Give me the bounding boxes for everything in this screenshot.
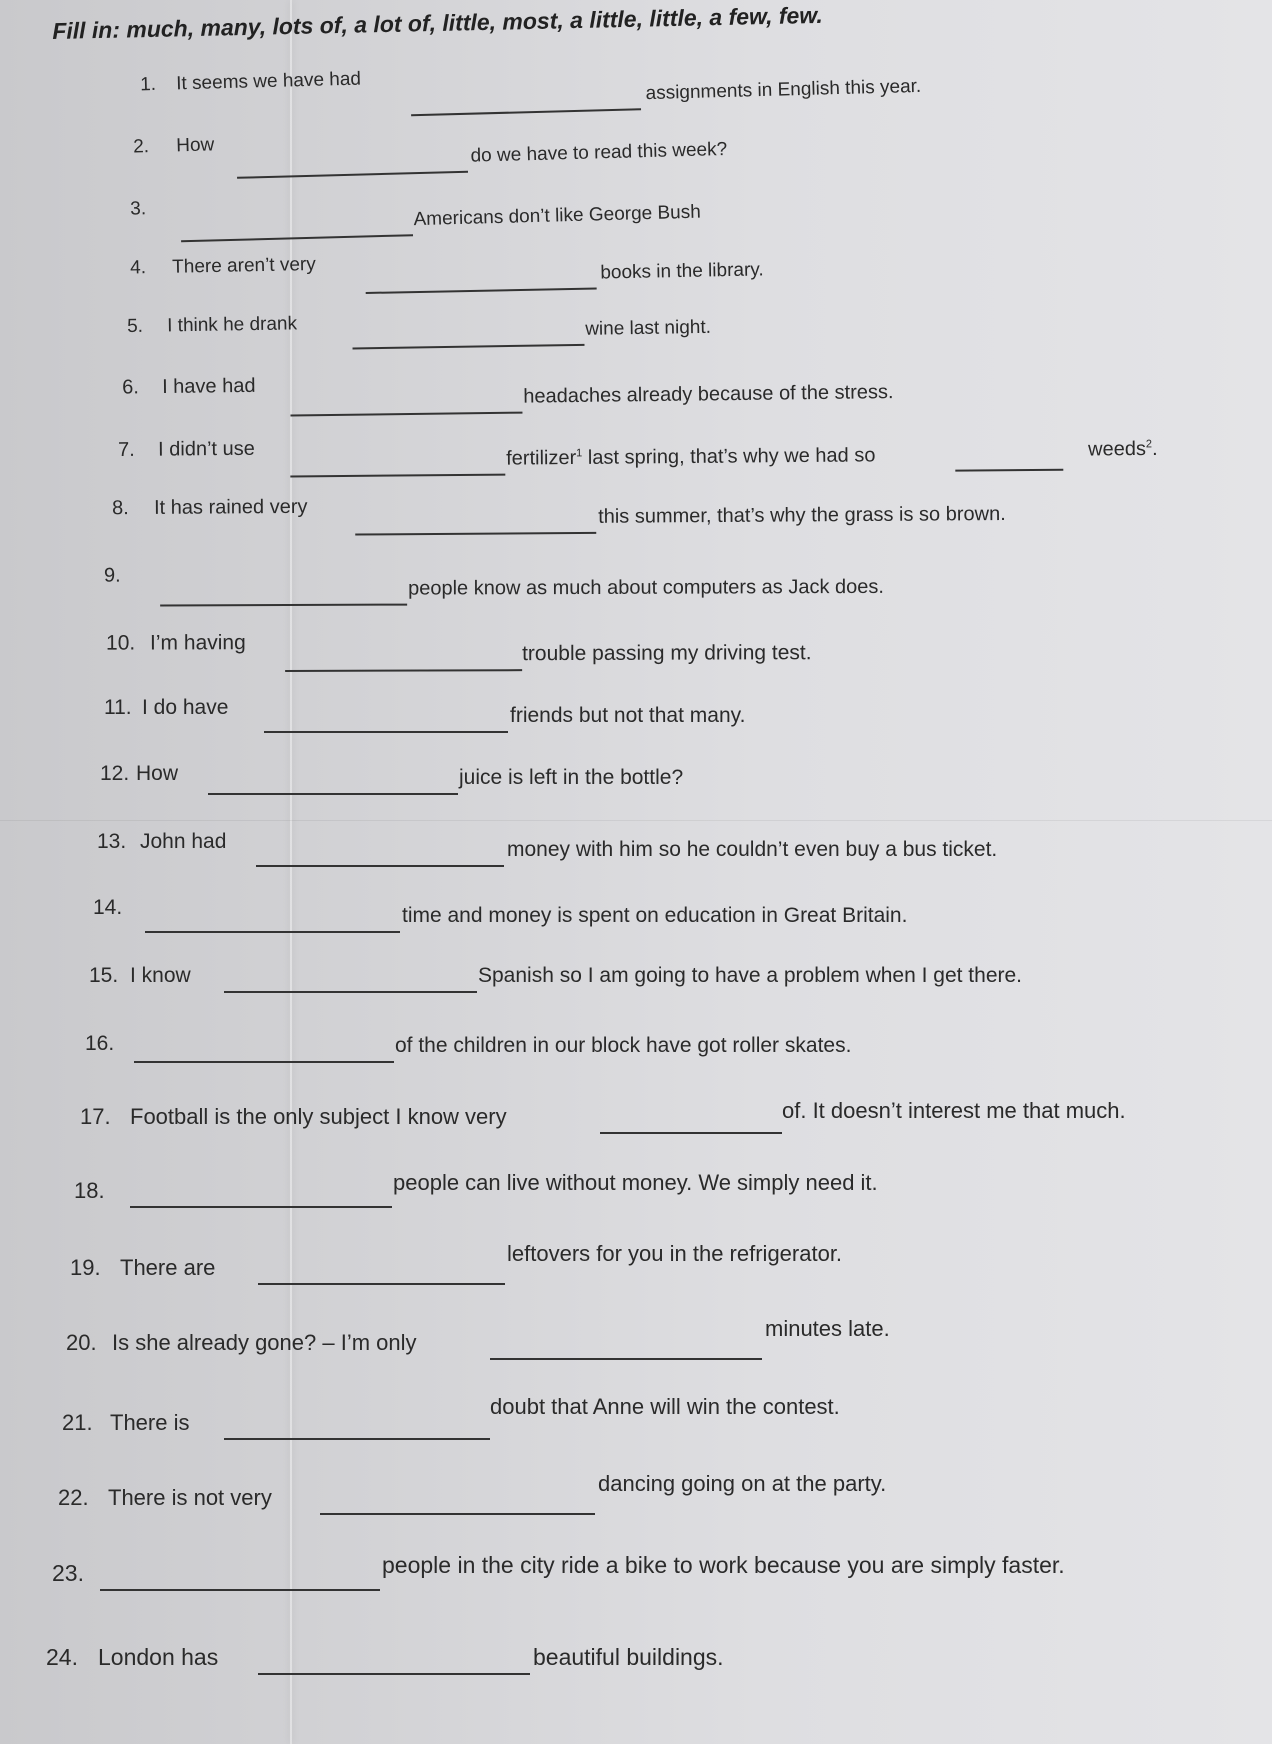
item-number: 13.	[97, 830, 127, 853]
exercise-item	[0, 1241, 1272, 1307]
item-text-before-blank: It seems we have had	[175, 68, 362, 95]
item-number: 2.	[132, 136, 150, 158]
item-text-after-blank: people in the city ride a bike to work because you are simply faster.	[382, 1552, 1065, 1578]
exercise-item	[0, 362, 1272, 430]
item-number: 11.	[104, 696, 132, 719]
item-number: 1.	[139, 73, 157, 96]
exercise-item	[0, 896, 1272, 948]
item-text-after-blank: leftovers for you in the refrigerator.	[507, 1241, 843, 1266]
item-text-after-blank: time and money is spent on education in Great Britain.	[402, 904, 908, 927]
item-text-after-blank: headaches already because of the stress.	[523, 381, 894, 408]
item-text-before-blank: Football is the only subject I know very	[130, 1104, 507, 1129]
item-text-before-blank: There is	[110, 1410, 190, 1435]
answer-blank[interactable]	[181, 234, 413, 242]
item-number: 21.	[62, 1410, 93, 1435]
item-number: 12.	[100, 762, 130, 785]
exercise-item	[0, 1170, 1272, 1230]
exercise-item	[0, 1316, 1272, 1382]
answer-blank[interactable]	[237, 171, 468, 179]
item-number: 7.	[117, 438, 135, 461]
item-number: 22.	[58, 1485, 89, 1510]
answer-blank[interactable]	[208, 793, 458, 795]
item-text-after-blank: dancing going on at the party.	[598, 1471, 887, 1496]
answer-blank[interactable]	[264, 731, 508, 733]
answer-blank[interactable]	[285, 669, 522, 672]
exercise-item	[0, 964, 1272, 1016]
item-text-before-blank: I know	[130, 964, 191, 987]
item-number: 20.	[66, 1330, 97, 1355]
exercise-item	[0, 1032, 1272, 1084]
footnote-marker: 1	[576, 447, 583, 460]
item-text-before-blank: How	[136, 762, 179, 785]
item-text-after-blank: Spanish so I am going to have a problem when I get there.	[478, 964, 1023, 987]
exercise-item	[0, 1394, 1272, 1462]
item-text-after-blank: wine last night.	[585, 316, 712, 340]
exercise-item	[0, 762, 1272, 814]
item-number: 4.	[129, 257, 147, 279]
item-text-before-blank: London has	[98, 1644, 219, 1670]
paper-crease	[0, 820, 1272, 821]
item-text-after-second-blank: weeds$^2$.	[1088, 437, 1158, 461]
item-text-after-blank: people know as much about computers as Jack does.	[408, 575, 884, 600]
item-number: 5.	[126, 315, 144, 338]
exercise-item	[0, 489, 1272, 550]
answer-blank[interactable]	[134, 1061, 394, 1063]
answer-blank[interactable]	[100, 1589, 380, 1591]
item-text-after-blank: friends but not that many.	[510, 704, 746, 727]
item-number: 15.	[89, 964, 119, 987]
answer-blank[interactable]	[490, 1358, 762, 1360]
answer-blank[interactable]	[224, 1438, 490, 1440]
item-text-after-blank: trouble passing my driving test.	[522, 641, 812, 666]
item-number: 14.	[93, 896, 123, 919]
exercise-item	[0, 1471, 1272, 1537]
item-text-after-blank: people can live without money. We simply need it.	[393, 1170, 878, 1195]
exercise-item	[0, 1552, 1272, 1612]
worksheet-instructions: Fill in: much, many, lots of, a lot of, little, most, a little, little, a few, few.	[52, 1, 823, 44]
item-text-after-blank: doubt that Anne will win the contest.	[490, 1394, 840, 1419]
item-text-after-blank: minutes late.	[765, 1316, 890, 1341]
answer-blank[interactable]	[355, 532, 596, 536]
item-number: 19.	[70, 1255, 101, 1280]
answer-blank[interactable]	[411, 108, 641, 116]
item-text-before-blank: I have had	[161, 374, 256, 399]
item-text-before-blank: There are	[120, 1255, 216, 1280]
item-text-after-blank: of. It doesn’t interest me that much.	[782, 1098, 1126, 1123]
footnote-marker: 2	[1145, 438, 1153, 451]
item-text-after-blank: assignments in English this year.	[645, 75, 922, 105]
answer-blank[interactable]	[160, 604, 407, 607]
exercise-item	[0, 696, 1272, 748]
item-text-before-blank: Is she already gone? – I’m only	[112, 1330, 417, 1355]
answer-blank[interactable]	[320, 1513, 595, 1515]
answer-blank[interactable]	[258, 1673, 530, 1675]
exercise-item	[0, 1644, 1272, 1696]
answer-blank[interactable]	[130, 1206, 392, 1208]
item-text-after-blank: juice is left in the bottle?	[459, 766, 684, 789]
item-text-before-blank: I’m having	[149, 631, 246, 655]
answer-blank[interactable]	[290, 474, 505, 478]
item-text-after-blank: beautiful buildings.	[533, 1644, 724, 1670]
item-number: 18.	[74, 1178, 105, 1203]
item-text-before-blank: I didn’t use	[157, 437, 255, 461]
item-text-after-blank: books in the library.	[600, 259, 764, 284]
item-text-after-blank: this summer, that’s why the grass is so brown.	[598, 502, 1006, 528]
item-number: 9.	[103, 564, 121, 587]
item-text-before-blank: It has rained very	[153, 495, 308, 519]
item-text-before-blank: I think he drank	[166, 313, 298, 337]
item-number: 3.	[129, 198, 147, 220]
exercise-item	[0, 830, 1272, 882]
answer-blank[interactable]	[224, 991, 477, 993]
answer-blank[interactable]	[258, 1283, 505, 1285]
item-text-after-blank: Americans don’t like George Bush	[413, 201, 702, 231]
answer-blank[interactable]	[256, 865, 504, 867]
item-number: 16.	[85, 1032, 115, 1055]
item-text-before-blank: How	[175, 134, 215, 157]
exercise-item	[0, 298, 1272, 370]
exercise-item	[0, 429, 1272, 492]
item-text-after-blank: money with him so he couldn’t even buy a bus ticket.	[507, 838, 998, 861]
item-text-after-blank: fertilizer$^1$ last spring, that’s why we had so	[506, 444, 876, 470]
answer-blank[interactable]	[353, 344, 585, 350]
answer-blank[interactable]	[600, 1132, 782, 1134]
answer-blank[interactable]	[955, 469, 1063, 472]
exercise-item	[0, 628, 1272, 684]
answer-blank[interactable]	[145, 931, 400, 933]
item-text-before-blank: I do have	[142, 696, 229, 719]
answer-blank[interactable]	[366, 288, 597, 294]
item-text-after-blank: of the children in our block have got roller skates.	[395, 1034, 852, 1057]
item-number: 10.	[105, 631, 136, 655]
item-number: 24.	[46, 1644, 78, 1670]
item-text-after-blank: do we have to read this week?	[470, 138, 728, 167]
item-text-before-blank: There is not very	[108, 1485, 272, 1510]
answer-blank[interactable]	[290, 412, 522, 417]
item-text-before-blank: John had	[140, 830, 227, 853]
exercise-item	[0, 561, 1272, 617]
item-number: 6.	[121, 376, 139, 399]
exercise-item	[0, 1098, 1272, 1156]
item-number: 17.	[80, 1104, 111, 1129]
item-number: 23.	[52, 1560, 84, 1586]
item-text-before-blank: There aren’t very	[171, 253, 316, 278]
item-number: 8.	[111, 497, 129, 520]
